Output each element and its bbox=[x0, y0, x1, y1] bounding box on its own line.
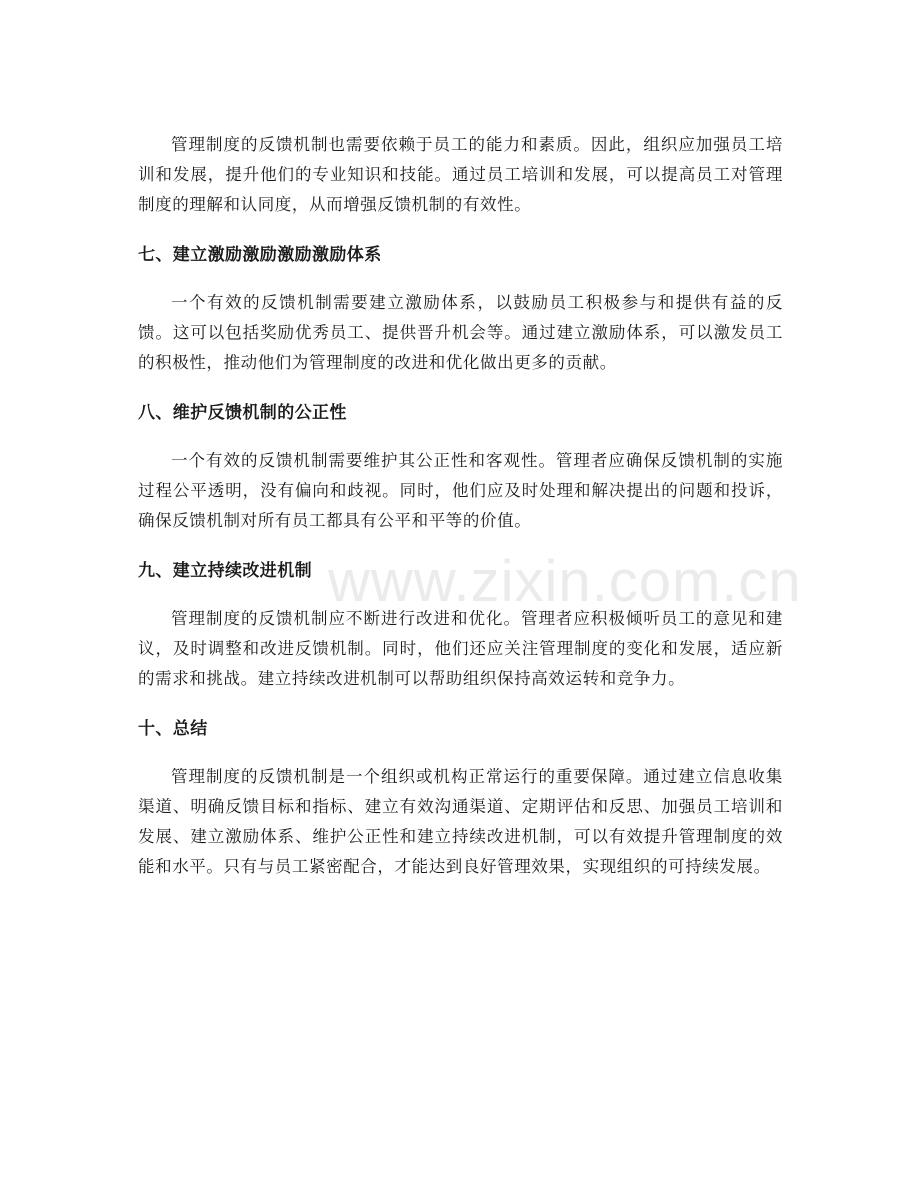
section-heading-8: 八、维护反馈机制的公正性 bbox=[138, 403, 347, 423]
watermark: www.zixin.com.cn bbox=[328, 549, 802, 614]
section-paragraph-10: 管理制度的反馈机制是一个组织或机构正常运行的重要保障。通过建立信息收集渠道、明确反馈目标和指标、建立有效沟通渠道、定期评估和反思、加强员工培训和发展、建立激励体系、维护公正性和建立持续改进机制，可以有效提升管理制度的效能和水平。只有与员工紧密配合，才能达到良好管理效果，实现组织的可持续发展。 bbox=[138, 767, 783, 876]
section-heading-7: 七、建立激励激励激励激励体系 bbox=[138, 245, 382, 265]
document-body bbox=[138, 130, 783, 882]
section-paragraph-9: 管理制度的反馈机制应不断进行改进和优化。管理者应积极倾听员工的意见和建议，及时调整和改进反馈机制。同时，他们还应关注管理制度的变化和发展，适应新的需求和挑战。建立持续改进机制可以帮助组织保持高效运转和竞争力。 bbox=[138, 609, 783, 688]
section-paragraph-7: 一个有效的反馈机制需要建立激励体系，以鼓励员工积极参与和提供有益的反馈。这可以包括奖励优秀员工、提供晋升机会等。通过建立激励体系，可以激发员工的积极性，推动他们为管理制度的改进和优化做出更多的贡献。 bbox=[138, 293, 783, 372]
section-heading-10: 十、总结 bbox=[138, 719, 208, 739]
intro-paragraph: 管理制度的反馈机制也需要依赖于员工的能力和素质。因此，组织应加强员工培训和发展，提升他们的专业知识和技能。通过员工培训和发展，可以提高员工对管理制度的理解和认同度，从而增强反馈机制的有效性。 bbox=[138, 135, 783, 214]
section-heading-9: 九、建立持续改进机制 bbox=[138, 561, 312, 581]
section-paragraph-8: 一个有效的反馈机制需要维护其公正性和客观性。管理者应确保反馈机制的实施过程公平透明，没有偏向和歧视。同时，他们应及时处理和解决提出的问题和投诉，确保反馈机制对所有员工都具有公平和平等的价值。 bbox=[138, 451, 783, 530]
